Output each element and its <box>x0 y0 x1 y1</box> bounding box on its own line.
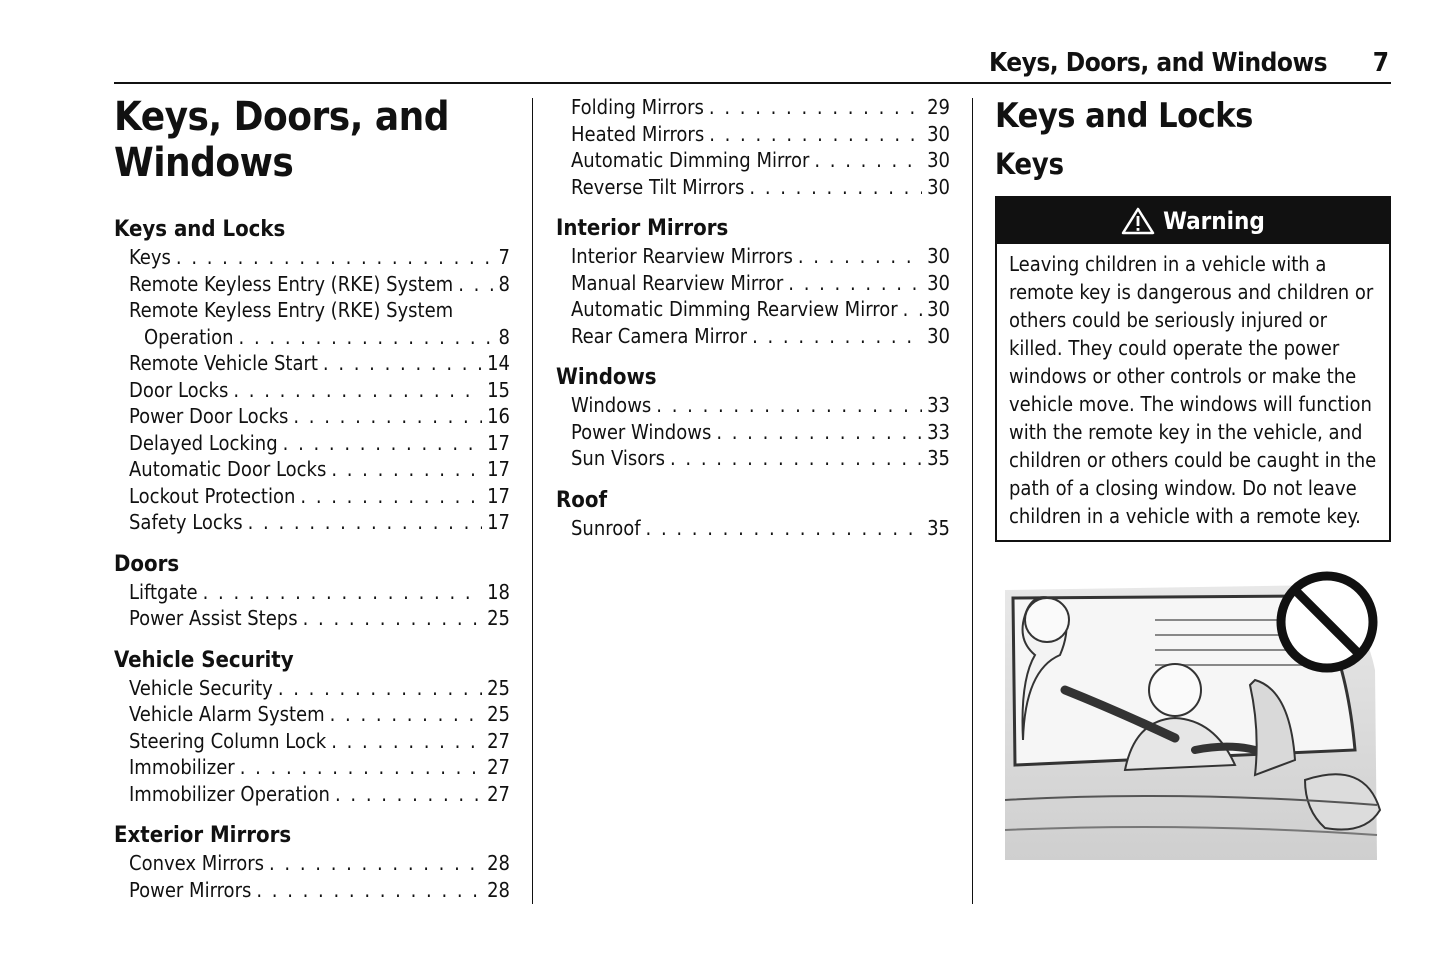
toc-entry-title: Delayed Locking <box>129 430 278 455</box>
toc-entry-page: 14 <box>487 351 510 375</box>
toc-entry-page: 28 <box>487 877 510 902</box>
toc-leader-dots <box>752 323 922 350</box>
toc-leader-dots <box>335 781 482 808</box>
toc-entry-page: 17 <box>487 457 510 481</box>
toc-entry[interactable] <box>556 121 950 148</box>
toc-entry-page: 28 <box>487 851 510 875</box>
toc-group-heading: Keys and Locks <box>114 217 286 242</box>
toc-group-heading: Exterior Mirrors <box>114 823 292 848</box>
toc-entry[interactable] <box>114 483 510 510</box>
toc-entry-page: 27 <box>487 728 510 753</box>
toc-leader-dots <box>670 445 922 472</box>
toc-entry-title: Heated Mirrors <box>571 121 705 146</box>
toc-entry[interactable] <box>556 323 950 350</box>
toc-leader-dots <box>749 174 922 201</box>
toc-entry-page: 27 <box>487 781 510 806</box>
warning-header <box>997 198 1389 244</box>
subsection-title: Keys <box>995 147 1064 181</box>
toc-leader-dots <box>256 877 482 904</box>
toc-leader-dots <box>814 147 922 174</box>
warning-box <box>995 196 1391 542</box>
toc-leader-dots <box>330 701 482 728</box>
toc-entry-page: 7 <box>498 245 510 269</box>
chapter-title: Keys, Doors, and Windows <box>114 94 450 186</box>
toc-entry[interactable] <box>114 781 510 808</box>
toc-leader-dots <box>709 94 922 121</box>
toc-group <box>556 94 950 200</box>
content-column <box>995 94 1391 542</box>
toc-entry[interactable] <box>114 728 510 755</box>
toc-entry-page: 25 <box>487 606 510 630</box>
toc-leader-dots <box>709 121 922 148</box>
toc-entry-title: Manual Rearview Mirror <box>571 270 784 295</box>
toc-entry-page: 17 <box>487 510 510 534</box>
toc-entry-title: Interior Rearview Mirrors <box>571 244 793 268</box>
toc-group <box>114 216 510 536</box>
toc-group-heading: Windows <box>556 365 657 390</box>
toc-entry-page: 30 <box>927 174 950 199</box>
toc-leader-dots <box>248 509 482 536</box>
toc-entry-page: 17 <box>487 430 510 455</box>
toc-entry[interactable] <box>114 877 510 904</box>
toc-entry-title: Vehicle Security <box>129 675 273 700</box>
toc-group <box>114 647 510 808</box>
toc-entry-title: Folding Mirrors <box>571 95 704 119</box>
toc-entry[interactable] <box>556 270 950 297</box>
toc-entry-title: Vehicle Alarm System <box>129 702 325 726</box>
toc-entry-title: Power Door Locks <box>129 404 289 428</box>
toc-entry-title: Steering Column Lock <box>129 728 327 753</box>
toc-leader-dots <box>176 244 494 271</box>
toc-leader-dots <box>283 430 482 457</box>
toc-entry[interactable] <box>114 430 510 457</box>
toc-entry[interactable] <box>556 174 950 201</box>
column-divider-1 <box>532 98 533 904</box>
toc-entry-page: 30 <box>927 121 950 146</box>
toc-entry[interactable] <box>556 94 950 121</box>
toc-leader-dots <box>303 605 483 632</box>
toc-entry[interactable] <box>114 605 510 632</box>
toc-leader-dots <box>646 515 923 542</box>
toc-entry[interactable] <box>114 579 510 606</box>
toc-entry[interactable] <box>556 243 950 270</box>
toc-leader-dots <box>903 296 923 323</box>
toc-entry-page: 30 <box>927 244 950 268</box>
toc-column-2 <box>556 94 950 556</box>
toc-entry-title: Power Assist Steps <box>129 606 298 630</box>
warning-label: Warning <box>1163 207 1265 235</box>
toc-entry-title: Immobilizer <box>129 755 235 779</box>
no-symbol-icon <box>1281 576 1373 668</box>
toc-entry-page: 30 <box>927 323 950 348</box>
toc-entry-title: Windows <box>571 393 652 417</box>
warning-text: Leaving children in a vehicle with a remote key is dangerous and children or others could be seriously injured or killed. They could operate the power windows or other controls or make the vehicle move. The windows will function with the remote key in the vehicle, and children or others could be caught in the path of a closing window. Do not leave children in a vehicle with a remote key. <box>1009 252 1377 528</box>
toc-leader-dots <box>203 579 482 606</box>
toc-leader-dots <box>269 850 482 877</box>
toc-entry[interactable] <box>556 147 950 174</box>
toc-entry-page: 29 <box>927 95 950 119</box>
toc-entry-title: Sunroof <box>571 515 641 540</box>
toc-entry-title: Automatic Dimming Rearview Mirror <box>571 297 898 321</box>
toc-leader-dots <box>331 728 482 755</box>
toc-entry[interactable] <box>114 675 510 702</box>
toc-entry-title: Door Locks <box>129 377 229 402</box>
toc-entry-title: Liftgate <box>129 579 198 604</box>
toc-entry[interactable] <box>114 403 510 430</box>
toc-entry-title: Power Windows <box>571 419 712 444</box>
toc-entry-page: 33 <box>927 419 950 444</box>
toc-entry[interactable] <box>114 297 510 324</box>
toc-entry-continued[interactable] <box>114 324 510 351</box>
toc-group-heading: Interior Mirrors <box>556 216 729 241</box>
toc-entry-page: 18 <box>487 579 510 604</box>
toc-group <box>114 551 510 632</box>
toc-entry-title: Power Mirrors <box>129 877 252 902</box>
column-divider-2 <box>972 98 973 904</box>
toc-group-heading: Doors <box>114 551 180 577</box>
toc-entry[interactable] <box>114 754 510 781</box>
toc-entry-page: 35 <box>927 515 950 540</box>
toc-leader-dots <box>798 243 922 270</box>
toc-entry-page: 25 <box>487 675 510 700</box>
toc-entry[interactable] <box>556 296 950 323</box>
toc-entry-title: Remote Keyless Entry (RKE) System <box>129 271 454 296</box>
toc-entry[interactable] <box>556 419 950 446</box>
toc-entry-title: Remote Keyless Entry (RKE) System <box>129 298 454 322</box>
toc-group-heading: Roof <box>556 487 608 513</box>
toc-entry-title: Automatic Door Locks <box>129 457 327 481</box>
toc-entry[interactable] <box>114 271 510 298</box>
toc-leader-dots <box>656 392 922 419</box>
toc-entry[interactable] <box>556 445 950 472</box>
toc-leader-dots <box>240 754 482 781</box>
toc-leader-dots <box>278 675 482 702</box>
toc-group <box>114 822 510 903</box>
toc-entry-page: 17 <box>487 483 510 508</box>
toc-entry-page: 33 <box>927 393 950 417</box>
toc-leader-dots <box>300 483 482 510</box>
toc-entry-page: 8 <box>498 324 510 349</box>
section-title: Keys and Locks <box>995 96 1253 136</box>
toc-entry[interactable] <box>114 377 510 404</box>
toc-entry-title: Sun Visors <box>571 446 665 470</box>
toc-entry-page: 15 <box>487 377 510 402</box>
toc-entry[interactable] <box>114 509 510 536</box>
toc-entry-title: Remote Vehicle Start <box>129 351 318 375</box>
toc-entry[interactable] <box>556 515 950 542</box>
toc-entry-title: Automatic Dimming Mirror <box>571 148 810 172</box>
toc-entry[interactable] <box>114 350 510 377</box>
toc-leader-dots <box>239 324 494 351</box>
toc-group <box>556 364 950 472</box>
toc-entry-page: 35 <box>927 446 950 470</box>
toc-entry-title: Safety Locks <box>129 510 243 534</box>
toc-leader-dots <box>293 403 482 430</box>
toc-group <box>556 215 950 349</box>
toc-leader-dots <box>716 419 922 446</box>
toc-entry[interactable] <box>556 392 950 419</box>
toc-leader-dots <box>331 456 482 483</box>
warning-triangle-icon <box>1121 207 1155 235</box>
toc-entry-title: Immobilizer Operation <box>129 781 330 806</box>
toc-entry-page: 8 <box>498 271 510 296</box>
toc-group-heading: Vehicle Security <box>114 647 294 673</box>
toc-leader-dots <box>458 271 493 298</box>
toc-entry-title: Reverse Tilt Mirrors <box>571 174 745 199</box>
toc-entry[interactable] <box>114 456 510 483</box>
toc-entry[interactable] <box>114 701 510 728</box>
toc-leader-dots <box>788 270 922 297</box>
toc-leader-dots <box>233 377 482 404</box>
toc-leader-dots <box>323 350 482 377</box>
toc-entry[interactable] <box>114 850 510 877</box>
toc-entry-title: Lockout Protection <box>129 483 296 508</box>
toc-entry-page: 30 <box>927 297 950 321</box>
toc-entry-title-cont: Operation <box>144 324 234 349</box>
toc-entry[interactable] <box>114 244 510 271</box>
toc-entry-title: Rear Camera Mirror <box>571 323 748 348</box>
header-section-title: Keys, Doors, and Windows <box>989 48 1327 78</box>
toc-group <box>556 487 950 542</box>
toc-entry-title: Convex Mirrors <box>129 851 264 875</box>
running-header <box>114 48 1391 84</box>
children-in-vehicle-illustration <box>1005 560 1391 870</box>
toc-entry-page: 27 <box>487 755 510 779</box>
page-number: 7 <box>1372 48 1389 78</box>
toc-entry-page: 16 <box>487 404 510 428</box>
toc-entry-page: 25 <box>487 702 510 726</box>
toc-entry-page: 30 <box>927 148 950 172</box>
toc-column-1 <box>114 94 510 918</box>
toc-entry-title: Keys <box>129 245 171 269</box>
toc-entry-page: 30 <box>927 270 950 295</box>
